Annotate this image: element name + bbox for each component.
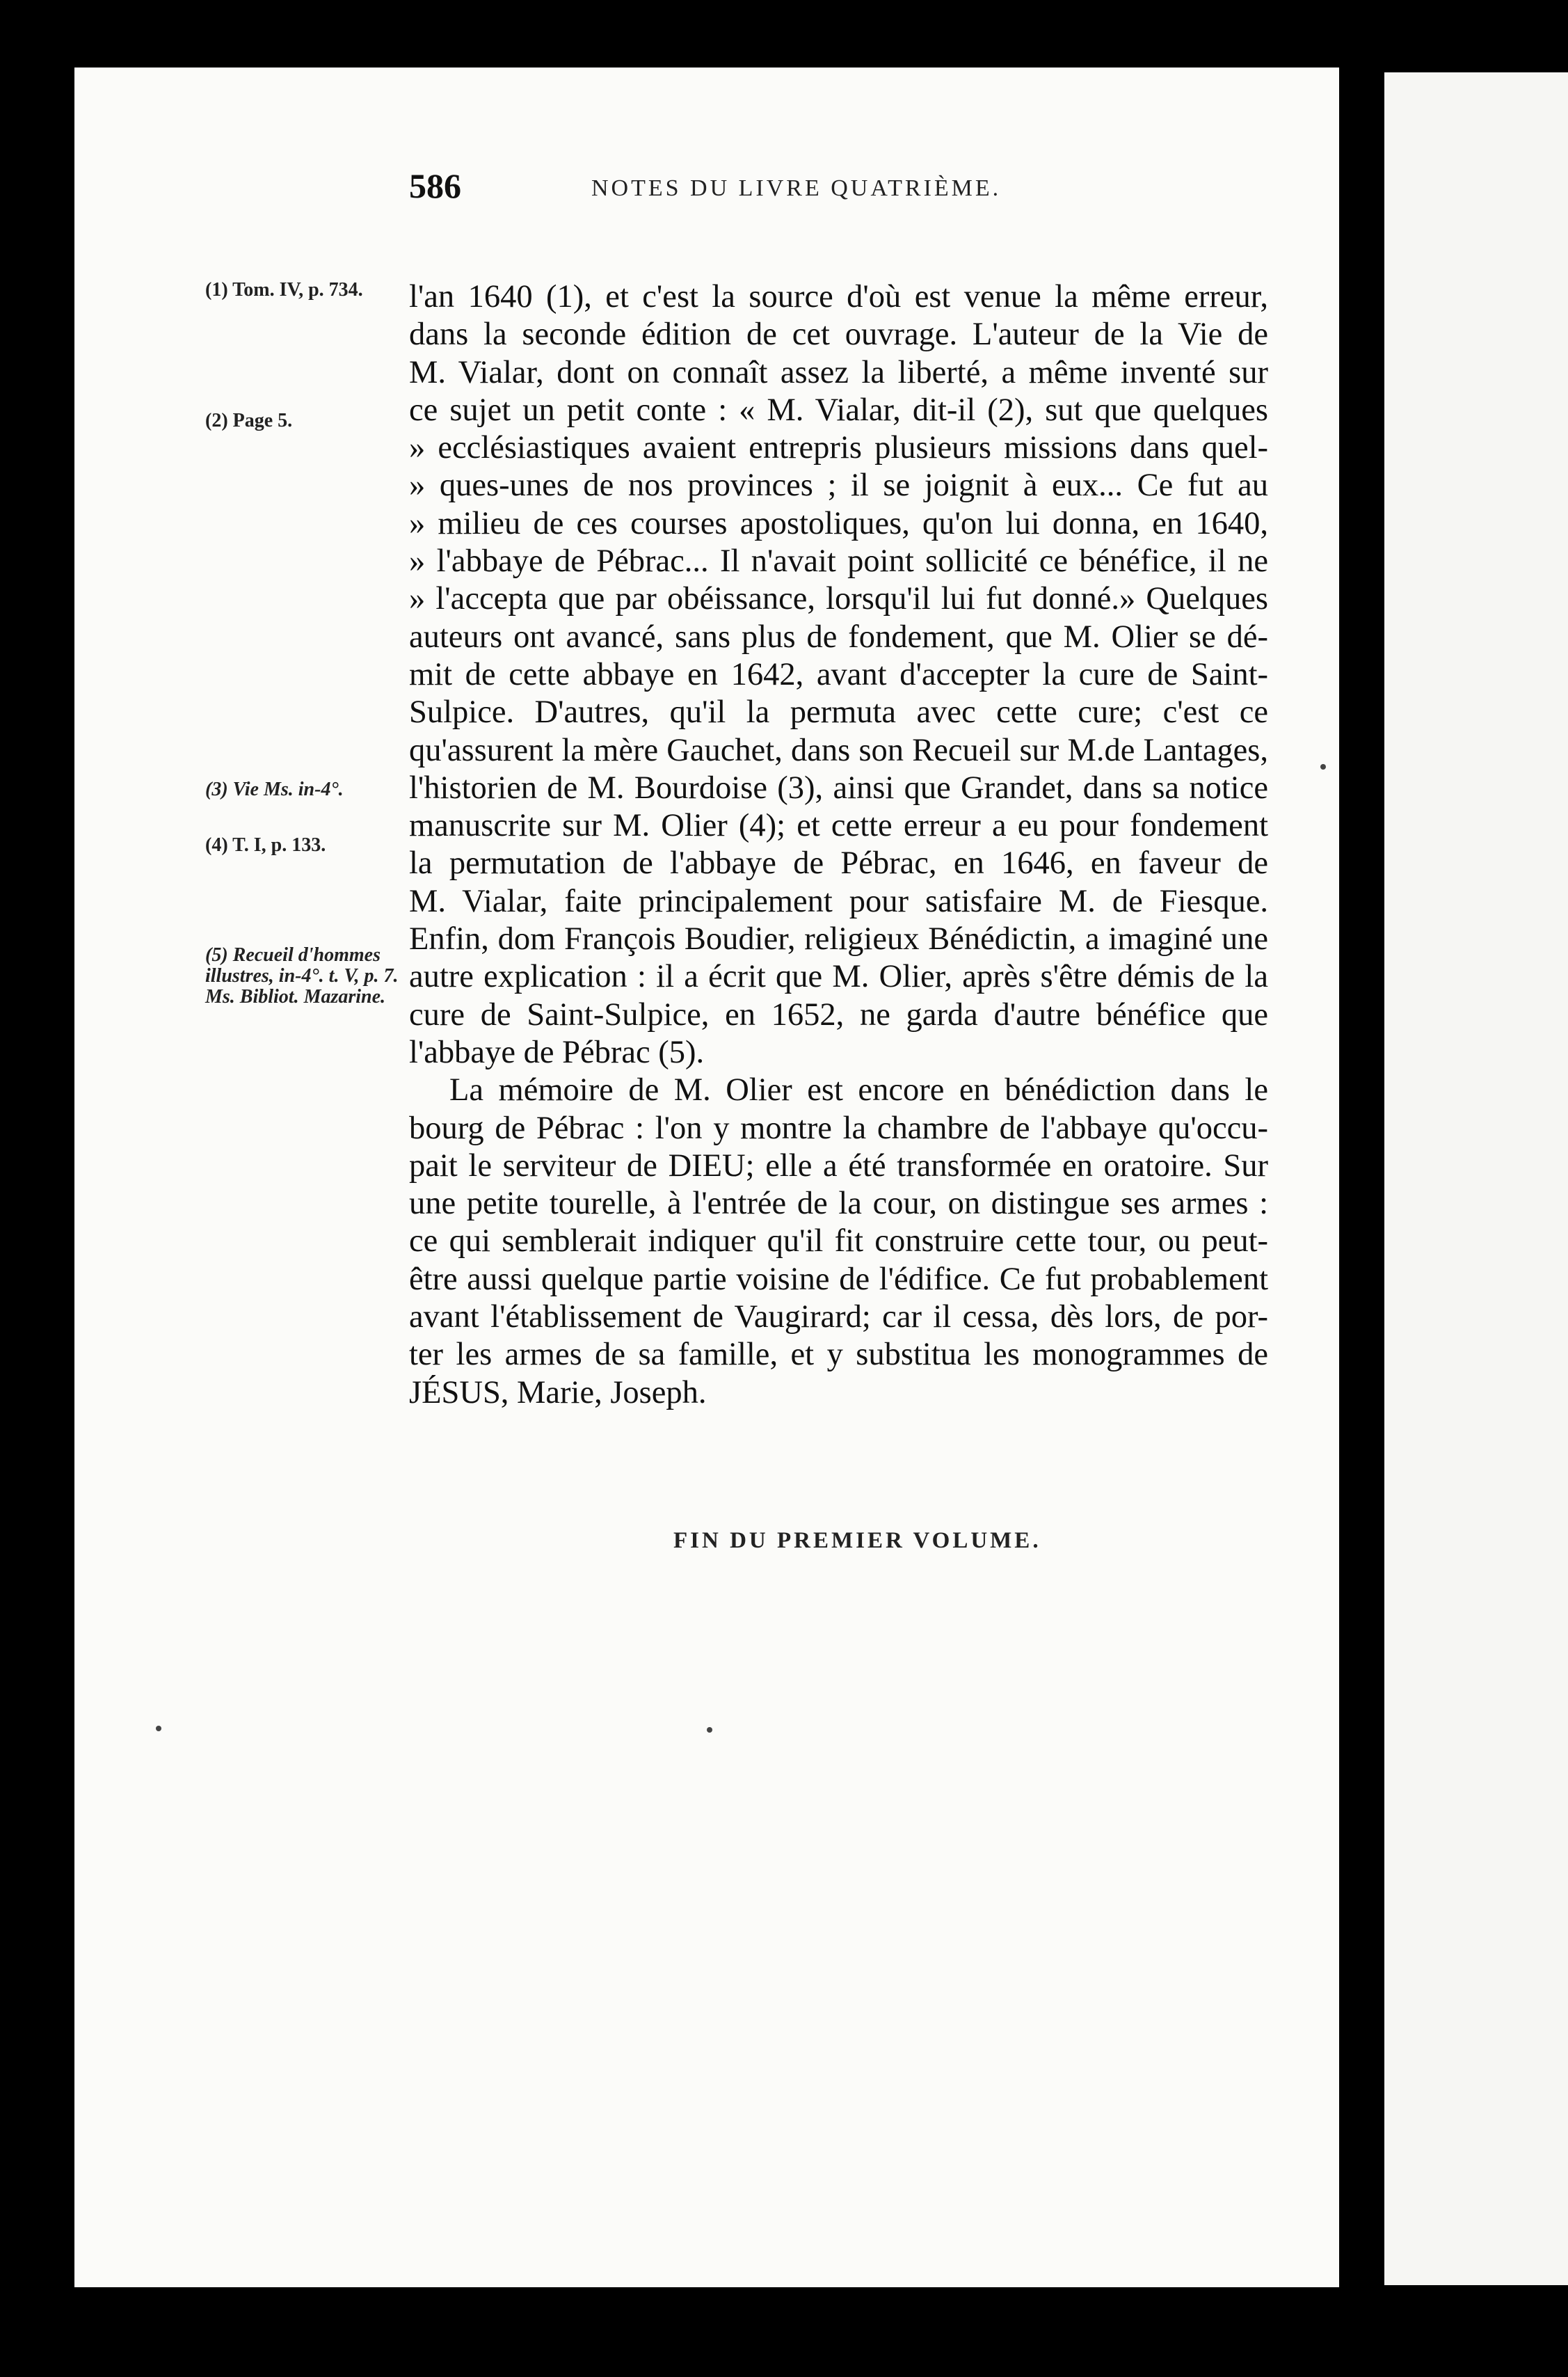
text-line: » l'abbaye de Pébrac... Il n'avait point sollicité ce bénéfice, il ne (409, 543, 1268, 580)
text-line: mit de cette abbaye en 1642, avant d'accepter la cure de Saint- (409, 656, 1268, 692)
page-number: 586 (409, 166, 461, 205)
margin-note-4: (4) T. I, p. 133. (205, 834, 326, 856)
text-line: dans la seconde édition de cet ouvrage. L'auteur de la Vie de (409, 317, 1268, 353)
margin-note-1: (1) Tom. IV, p. 734. (205, 279, 363, 301)
text-line: l'an 1640 (1), et c'est la source d'où est venue la même erreur, (409, 279, 1268, 315)
running-head: NOTES DU LIVRE QUATRIÈME. (591, 175, 1002, 201)
end-of-volume: FIN DU PREMIER VOLUME. (673, 1528, 1041, 1553)
text-line: une petite tourelle, à l'entrée de la cour, on distingue ses armes : (409, 1186, 1268, 1222)
margin-note-5: (5) Recueil d'hommes illustres, in-4°. t. V, p. 7. Ms. Bibliot. Mazarine. (205, 944, 399, 1008)
text-line: M. Vialar, dont on connaît assez la liberté, a même inventé sur (409, 354, 1268, 390)
text-line: l'historien de M. Bourdoise (3), ainsi que Grandet, dans sa notice (409, 770, 1268, 806)
text-line: JÉSUS, Marie, Joseph. (409, 1374, 707, 1410)
text-line: » ecclésiastiques avaient entrepris plusieurs missions dans quel- (409, 430, 1268, 466)
text-line: qu'assurent la mère Gauchet, dans son Recueil sur M.de Lantages, (409, 732, 1268, 768)
text-line: Sulpice. D'autres, qu'il la permuta avec cette cure; c'est ce (409, 694, 1268, 731)
main-text (409, 278, 1268, 1412)
page-header (334, 166, 1266, 214)
text-line: l'abbaye de Pébrac (5). (409, 1034, 705, 1070)
text-line: être aussi quelque partie voisine de l'édifice. Ce fut probablement (409, 1261, 1268, 1297)
adjacent-page-edge (1384, 72, 1568, 2285)
text-line: » milieu de ces courses apostoliques, qu'on lui donna, en 1640, (409, 505, 1268, 541)
text-line: » ques-unes de nos provinces ; il se joignit à eux... Ce fut au (409, 468, 1268, 504)
text-line: auteurs ont avancé, sans plus de fondement, que M. Olier se dé- (409, 619, 1268, 655)
text-line: ce sujet un petit conte : « M. Vialar, dit-il (2), sut que quelques (409, 392, 1268, 428)
text-line: cure de Saint-Sulpice, en 1652, ne garda d'autre bénéfice que (409, 996, 1268, 1033)
text-line: » l'accepta que par obéissance, lorsqu'il lui fut donné.» Quelques (409, 581, 1268, 617)
ink-speck (1320, 764, 1326, 770)
text-line: autre explication : il a écrit que M. Olier, après s'être démis de la (409, 959, 1268, 995)
ink-speck (156, 1726, 161, 1731)
text-line: manuscrite sur M. Olier (4); et cette erreur a eu pour fondement (409, 808, 1268, 844)
text-line: pait le serviteur de DIEU; elle a été transformée en oratoire. Sur (409, 1147, 1268, 1184)
text-line: Enfin, dom François Boudier, religieux Bénédictin, a imaginé une (409, 921, 1268, 957)
ink-speck (707, 1727, 712, 1733)
margin-note-2: (2) Page 5. (205, 410, 293, 431)
text-line: ce qui semblerait indiquer qu'il fit construire cette tour, ou peut- (409, 1223, 1268, 1259)
margin-note-3: (3) Vie Ms. in-4°. (205, 779, 344, 800)
text-line: bourg de Pébrac : l'on y montre la chambre de l'abbaye qu'occu- (409, 1110, 1268, 1146)
text-line: ter les armes de sa famille, et y substitua les monogrammes de (409, 1337, 1268, 1373)
text-line: M. Vialar, faite principalement pour satisfaire M. de Fiesque. (409, 883, 1268, 919)
text-line: La mémoire de M. Olier est encore en bénédiction dans le (449, 1072, 1268, 1108)
text-line: avant l'établissement de Vaugirard; car il cessa, dès lors, de por- (409, 1299, 1268, 1335)
text-line: la permutation de l'abbaye de Pébrac, en 1646, en faveur de (409, 845, 1268, 882)
